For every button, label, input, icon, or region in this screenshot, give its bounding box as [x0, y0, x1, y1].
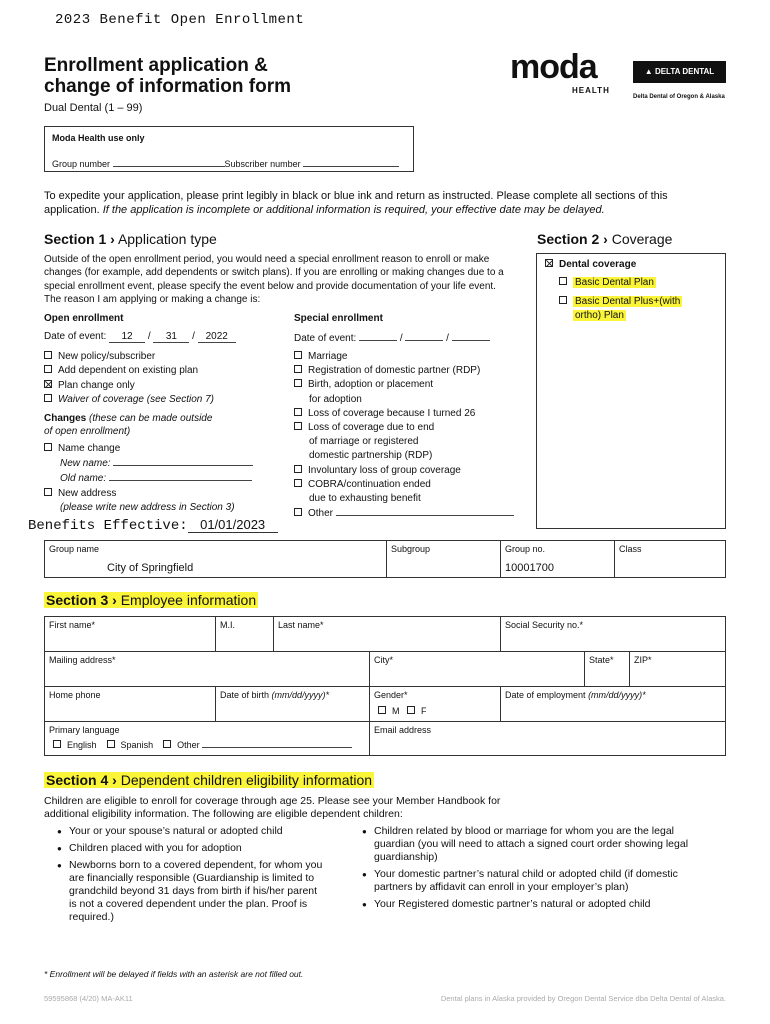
plan-change-option[interactable]: Plan change only [44, 379, 214, 393]
new-address-option[interactable]: New address [44, 487, 253, 501]
employee-info-table [44, 616, 726, 756]
state-cell[interactable]: State* [584, 651, 629, 686]
gender-m-option[interactable]: M [378, 706, 400, 716]
waiver-option[interactable]: Waiver of coverage (see Section 7) [44, 393, 214, 407]
class-cell[interactable]: Class [614, 540, 726, 578]
subscriber-number-field[interactable] [303, 157, 399, 167]
section3-heading: Section 3 › Employee information [46, 592, 257, 608]
changes-heading: Changes (these can be made outside of open enrollment) [44, 413, 213, 437]
gender-f-option[interactable]: F [407, 706, 427, 716]
event-month-field[interactable]: 12 [109, 331, 145, 343]
special-enrollment-heading: Special enrollment [294, 313, 383, 324]
ssn-cell[interactable]: Social Security no.* [500, 616, 726, 651]
section4-paragraph: Children are eligible to enroll for coverage through age 25. Please see your Member Handbook for additional eligibility information. The following are eligible dependent children: [44, 795, 501, 820]
dob-cell[interactable]: Date of birth (mm/dd/yyyy)* [215, 686, 369, 721]
event-year-field[interactable]: 2022 [198, 331, 236, 343]
cobra-option[interactable]: COBRA/continuation ended [294, 478, 514, 492]
first-name-cell[interactable]: First name* [44, 616, 215, 651]
form-code: 59595868 (4/20) MA-AK11 [44, 994, 133, 1003]
benefits-effective: Benefits Effective: 01/01/2023 [28, 517, 278, 534]
list-item: ● Newborns born to a covered dependent, for whom you are financially responsible (Guardianship is limited to grandchild beyond 31 days from birth if his/her parent is not a covered dependent under the plan. Proof is required.) [57, 859, 327, 924]
office-use-box: Moda Health use only Group number Subscriber number [44, 126, 414, 172]
section4-heading: Section 4 › Dependent children eligibility information [46, 772, 373, 788]
benefits-effective-field[interactable]: 01/01/2023 [188, 517, 278, 533]
alaska-note: Dental plans in Alaska provided by Oregon Dental Service dba Delta Dental of Alaska. [440, 994, 726, 1003]
event-day-field[interactable]: 31 [153, 331, 189, 343]
delta-dental-logo: ▲ DELTA DENTAL [633, 61, 726, 83]
zip-cell[interactable]: ZIP* [629, 651, 726, 686]
list-item: ● Children placed with you for adoption [57, 842, 327, 855]
mi-cell[interactable]: M.I. [215, 616, 273, 651]
eligibility-right-list [362, 825, 692, 911]
other-option[interactable]: Other [294, 506, 514, 521]
new-name-field[interactable] [113, 456, 253, 466]
moda-health-logo: moda HEALTH [510, 48, 610, 95]
group-table [44, 540, 726, 578]
rdp-option[interactable]: Registration of domestic partner (RDP) [294, 364, 514, 378]
doe-cell[interactable]: Date of employment (mm/dd/yyyy)* [500, 686, 726, 721]
open-options [44, 350, 214, 407]
page-heading: 2023 Benefit Open Enrollment [55, 12, 305, 28]
basic-dental-checkbox[interactable] [559, 277, 567, 285]
gender-cell: Gender* M F [369, 686, 500, 721]
list-item: ● Children related by blood or marriage for whom you are the legal guardian (you will need to attach a signed court order showing legal guardianship) [362, 825, 692, 864]
home-phone-cell[interactable]: Home phone [44, 686, 215, 721]
list-item: ● Your domestic partner’s natural child or adopted child (if domestic partners by affidavit can enroll in your employer’s plan) [362, 868, 692, 894]
changes-options: Name change New name: Old name: New address (please write new address in Section 3) [44, 442, 253, 515]
section1-heading: Section 1 › Application type [44, 231, 217, 247]
open-date-of-event: Date of event: 12 / 31 / 2022 [44, 331, 236, 343]
involuntary-loss-option[interactable]: Involuntary loss of group coverage [294, 464, 514, 478]
delta-dental-subtitle: Delta Dental of Oregon & Alaska [633, 94, 725, 100]
subgroup-cell[interactable]: Subgroup [386, 540, 500, 578]
lang-english-option[interactable]: English [53, 740, 97, 750]
form-subtitle: Dual Dental (1 – 99) [44, 102, 143, 114]
basic-dental-plus-checkbox[interactable] [559, 296, 567, 304]
list-item: ● Your or your spouse’s natural or adopted child [57, 825, 327, 838]
group-number-field[interactable] [113, 157, 225, 167]
marriage-option[interactable]: Marriage [294, 350, 514, 364]
primary-language-cell: Primary language English Spanish Other [44, 721, 369, 756]
special-year-field[interactable] [452, 331, 490, 341]
special-options: Marriage Registration of domestic partner (RDP) Birth, adoption or placement for adoption Loss of coverage because I turned 26 Loss of coverage due to end of marriage or registered domestic partnership (RDP) Involuntary loss of group coverage COBRA/continuation ended due to exhausting benefit Other [294, 350, 514, 521]
new-policy-option[interactable]: New policy/subscriber [44, 350, 214, 364]
dental-coverage-checkbox[interactable] [545, 259, 553, 267]
section1-paragraph: Outside of the open enrollment period, you would need a special enrollment reason to enroll or make changes (for example, add dependents or switch plans). If you are enrolling or making changes due to a special enrollment event, please specify the event below and provide documentation of your life event. The reason I am applying or making a change is: [44, 254, 504, 305]
special-day-field[interactable] [405, 331, 443, 341]
lang-spanish-option[interactable]: Spanish [107, 740, 154, 750]
add-dependent-option[interactable]: Add dependent on existing plan [44, 364, 214, 378]
asterisk-note: * Enrollment will be delayed if fields with an asterisk are not filled out. [44, 969, 304, 979]
coverage-box: Dental coverage Basic Dental Plan Basic Dental Plus+(with ortho) Plan [536, 253, 726, 529]
group-name-cell[interactable]: Group name City of Springfield [44, 540, 386, 578]
group-no-cell[interactable]: Group no. 10001700 [500, 540, 614, 578]
other-reason-field[interactable] [336, 506, 514, 516]
lang-other-option[interactable]: Other [163, 740, 200, 750]
city-cell[interactable]: City* [369, 651, 584, 686]
open-enrollment-heading: Open enrollment [44, 313, 124, 324]
form-title: Enrollment application & change of information form [44, 55, 291, 97]
special-month-field[interactable] [359, 331, 397, 341]
list-item: ● Your Registered domestic partner’s natural or adopted child [362, 898, 692, 911]
name-change-option[interactable]: Name change [44, 442, 253, 456]
delta-triangle-icon: ▲ [644, 67, 655, 76]
lang-other-field[interactable] [202, 740, 352, 748]
eligibility-left-list [57, 825, 327, 924]
loss-marriage-option[interactable]: Loss of coverage due to end [294, 421, 514, 435]
birth-adoption-option[interactable]: Birth, adoption or placement [294, 378, 514, 392]
section2-heading: Section 2 › Coverage [537, 231, 673, 247]
special-date-of-event: Date of event: / / [294, 331, 490, 344]
email-cell[interactable]: Email address [369, 721, 726, 756]
last-name-cell[interactable]: Last name* [273, 616, 501, 651]
old-name-field[interactable] [109, 471, 252, 481]
turned-26-option[interactable]: Loss of coverage because I turned 26 [294, 407, 514, 421]
intro-text: To expedite your application, please print legibly in black or blue ink and return as instructed. Please complete all sections of this application. If the application is incomplete or additional information is required, your effective date may be delayed. [44, 190, 668, 216]
mailing-address-cell[interactable]: Mailing address* [44, 651, 369, 686]
